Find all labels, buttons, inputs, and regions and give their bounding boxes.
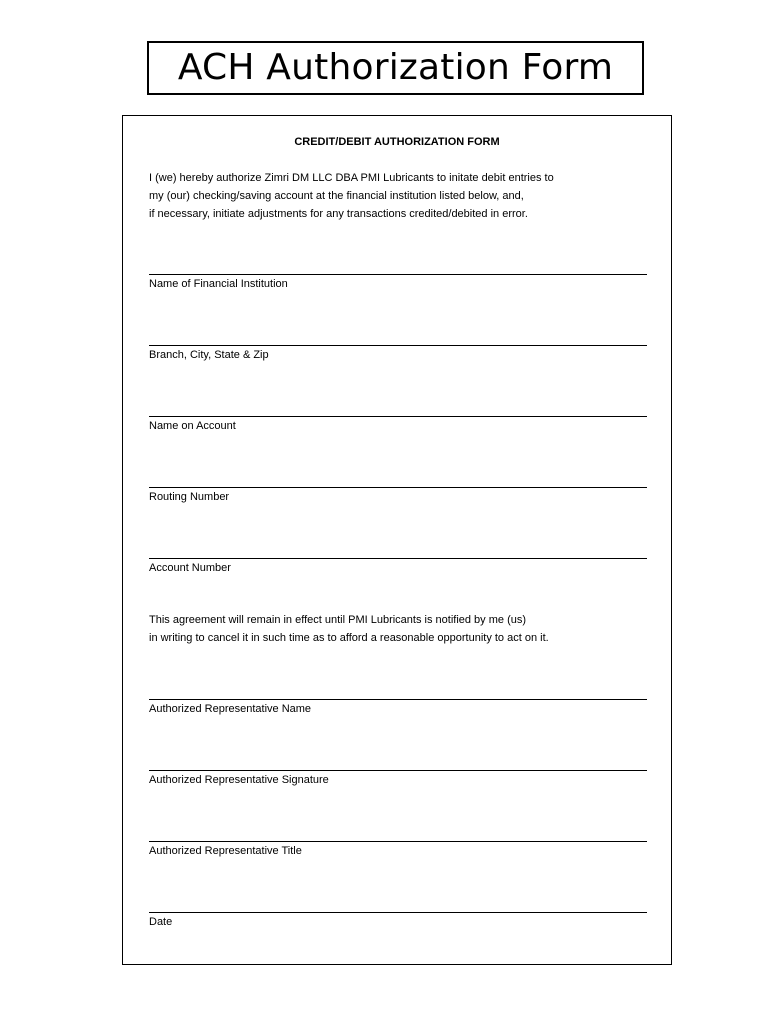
account-number-field[interactable] <box>149 558 647 574</box>
name-on-account-field[interactable] <box>149 416 647 432</box>
intro-line: my (our) checking/saving account at the financial institution listed below, and, <box>149 190 524 202</box>
signature-line <box>149 699 647 700</box>
authorization-form <box>122 115 672 965</box>
field-label: Branch, City, State & Zip <box>149 349 269 361</box>
field-label: Authorized Representative Signature <box>149 774 329 786</box>
field-label: Authorized Representative Title <box>149 845 302 857</box>
rep-signature-field[interactable] <box>149 770 647 786</box>
field-label: Name on Account <box>149 420 236 432</box>
field-label: Date <box>149 916 173 928</box>
page-title: ACH Authorization Form <box>177 47 614 88</box>
signature-line <box>149 770 647 771</box>
intro-paragraph <box>149 169 554 223</box>
field-label: Name of Financial Institution <box>149 278 288 290</box>
intro-line: if necessary, initiate adjustments for any transactions credited/debited in error. <box>149 208 528 220</box>
financial-institution-field[interactable] <box>149 274 647 290</box>
rep-name-field[interactable] <box>149 699 647 715</box>
field-label: Authorized Representative Name <box>149 703 312 715</box>
agreement-line: in writing to cancel it in such time as to afford a reasonable opportunity to act on it. <box>149 632 549 644</box>
form-title-box <box>147 41 644 95</box>
agreement-line: This agreement will remain in effect until PMI Lubricants is notified by me (us) <box>149 614 527 626</box>
field-label: Account Number <box>149 562 231 574</box>
routing-number-field[interactable] <box>149 487 647 503</box>
signature-line <box>149 416 647 417</box>
signature-line <box>149 487 647 488</box>
field-label: Routing Number <box>149 491 230 503</box>
date-field[interactable] <box>149 912 647 928</box>
intro-line: I (we) hereby authorize Zimri DM LLC DBA PMI Lubricants to initate debit entries to <box>149 172 554 184</box>
signature-line <box>149 345 647 346</box>
signature-line <box>149 274 647 275</box>
branch-city-state-zip-field[interactable] <box>149 345 647 361</box>
rep-title-field[interactable] <box>149 841 647 857</box>
signature-line <box>149 841 647 842</box>
form-heading: CREDIT/DEBIT AUTHORIZATION FORM <box>294 136 500 148</box>
signature-line <box>149 912 647 913</box>
signature-line <box>149 558 647 559</box>
agreement-paragraph <box>149 611 549 647</box>
